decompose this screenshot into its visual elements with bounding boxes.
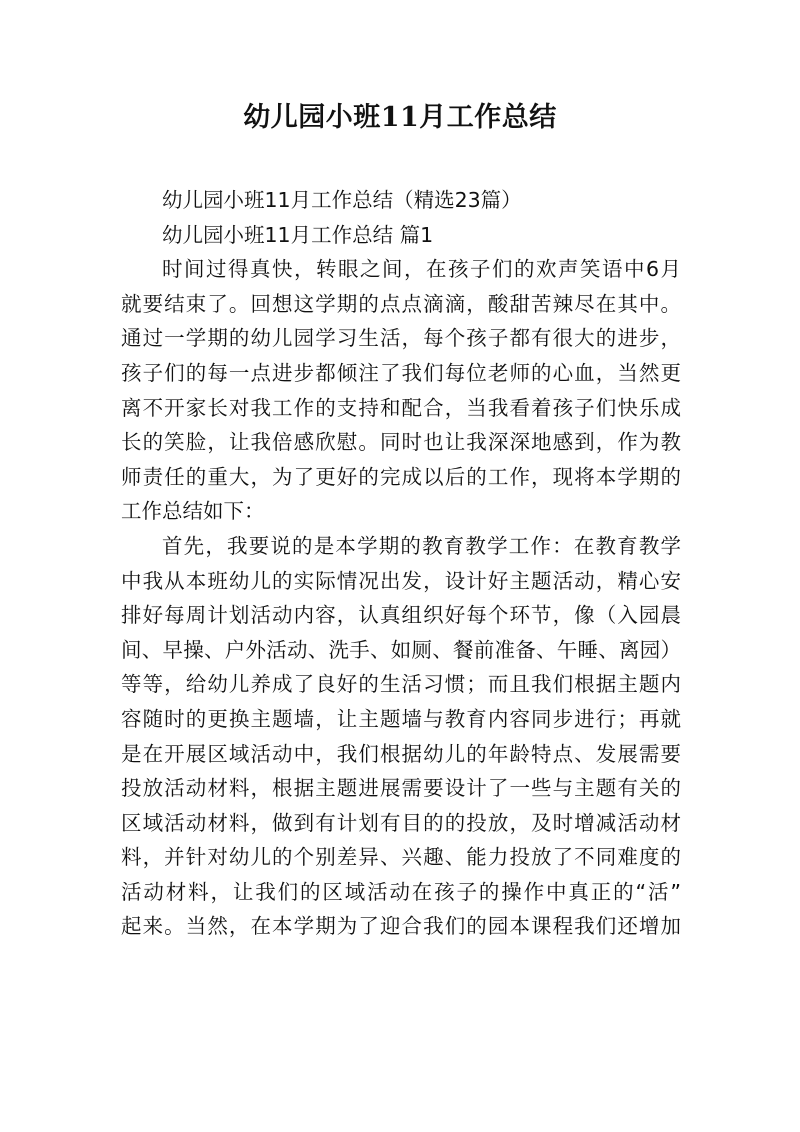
text-line: 区域活动材料，做到有计划有目的的投放，及时增减活动材 — [121, 810, 681, 835]
text-line: 幼儿园小班11月工作总结（精选23篇） — [162, 188, 522, 212]
text-line: 时间过得真快，转眼之间，在孩子们的欢声笑语中6月 — [162, 257, 681, 282]
text-line: 活动材料，让我们的区域活动在孩子的操作中真正的“活” — [121, 879, 681, 904]
text-line: 容随时的更换主题墙，让主题墙与教育内容同步进行；再就 — [121, 706, 681, 731]
text-line: 长的笑脸，让我倍感欣慰。同时也让我深深地感到，作为教 — [121, 430, 681, 455]
text-line: 间、早操、户外活动、洗手、如厕、餐前准备、午睡、离园） — [121, 637, 681, 662]
text-line: 通过一学期的幼儿园学习生活，每个孩子都有很大的进步， — [121, 326, 681, 351]
text-line: 师责任的重大，为了更好的完成以后的工作，现将本学期的 — [121, 464, 681, 489]
text-line: 起来。当然，在本学期为了迎合我们的园本课程我们还增加 — [121, 914, 681, 939]
text-line: 就要结束了。回想这学期的点点滴滴，酸甜苦辣尽在其中。 — [121, 291, 681, 316]
text-line: 孩子们的每一点进步都倾注了我们每位老师的心血，当然更 — [121, 360, 681, 385]
document-body — [121, 183, 681, 944]
text-line: 等等，给幼儿养成了良好的生活习惯；而且我们根据主题内 — [121, 672, 681, 697]
text-line: 中我从本班幼儿的实际情况出发，设计好主题活动，精心安 — [121, 568, 681, 593]
document-title: 幼儿园小班11月工作总结 — [243, 102, 557, 133]
text-line: 是在开展区域活动中，我们根据幼儿的年龄特点、发展需要 — [121, 741, 681, 766]
text-line: 首先，我要说的是本学期的教育教学工作：在教育教学 — [162, 533, 681, 558]
text-line: 料，并针对幼儿的个别差异、兴趣、能力投放了不同难度的 — [121, 845, 681, 870]
text-line: 幼儿园小班11月工作总结 篇1 — [162, 222, 434, 247]
text-line: 工作总结如下： — [121, 499, 265, 524]
text-line: 投放活动材料，根据主题进展需要设计了一些与主题有关的 — [121, 776, 681, 801]
text-line: 离不开家长对我工作的支持和配合，当我看着孩子们快乐成 — [121, 395, 681, 420]
text-line: 排好每周计划活动内容，认真组织好每个环节，像（入园晨 — [121, 603, 681, 628]
